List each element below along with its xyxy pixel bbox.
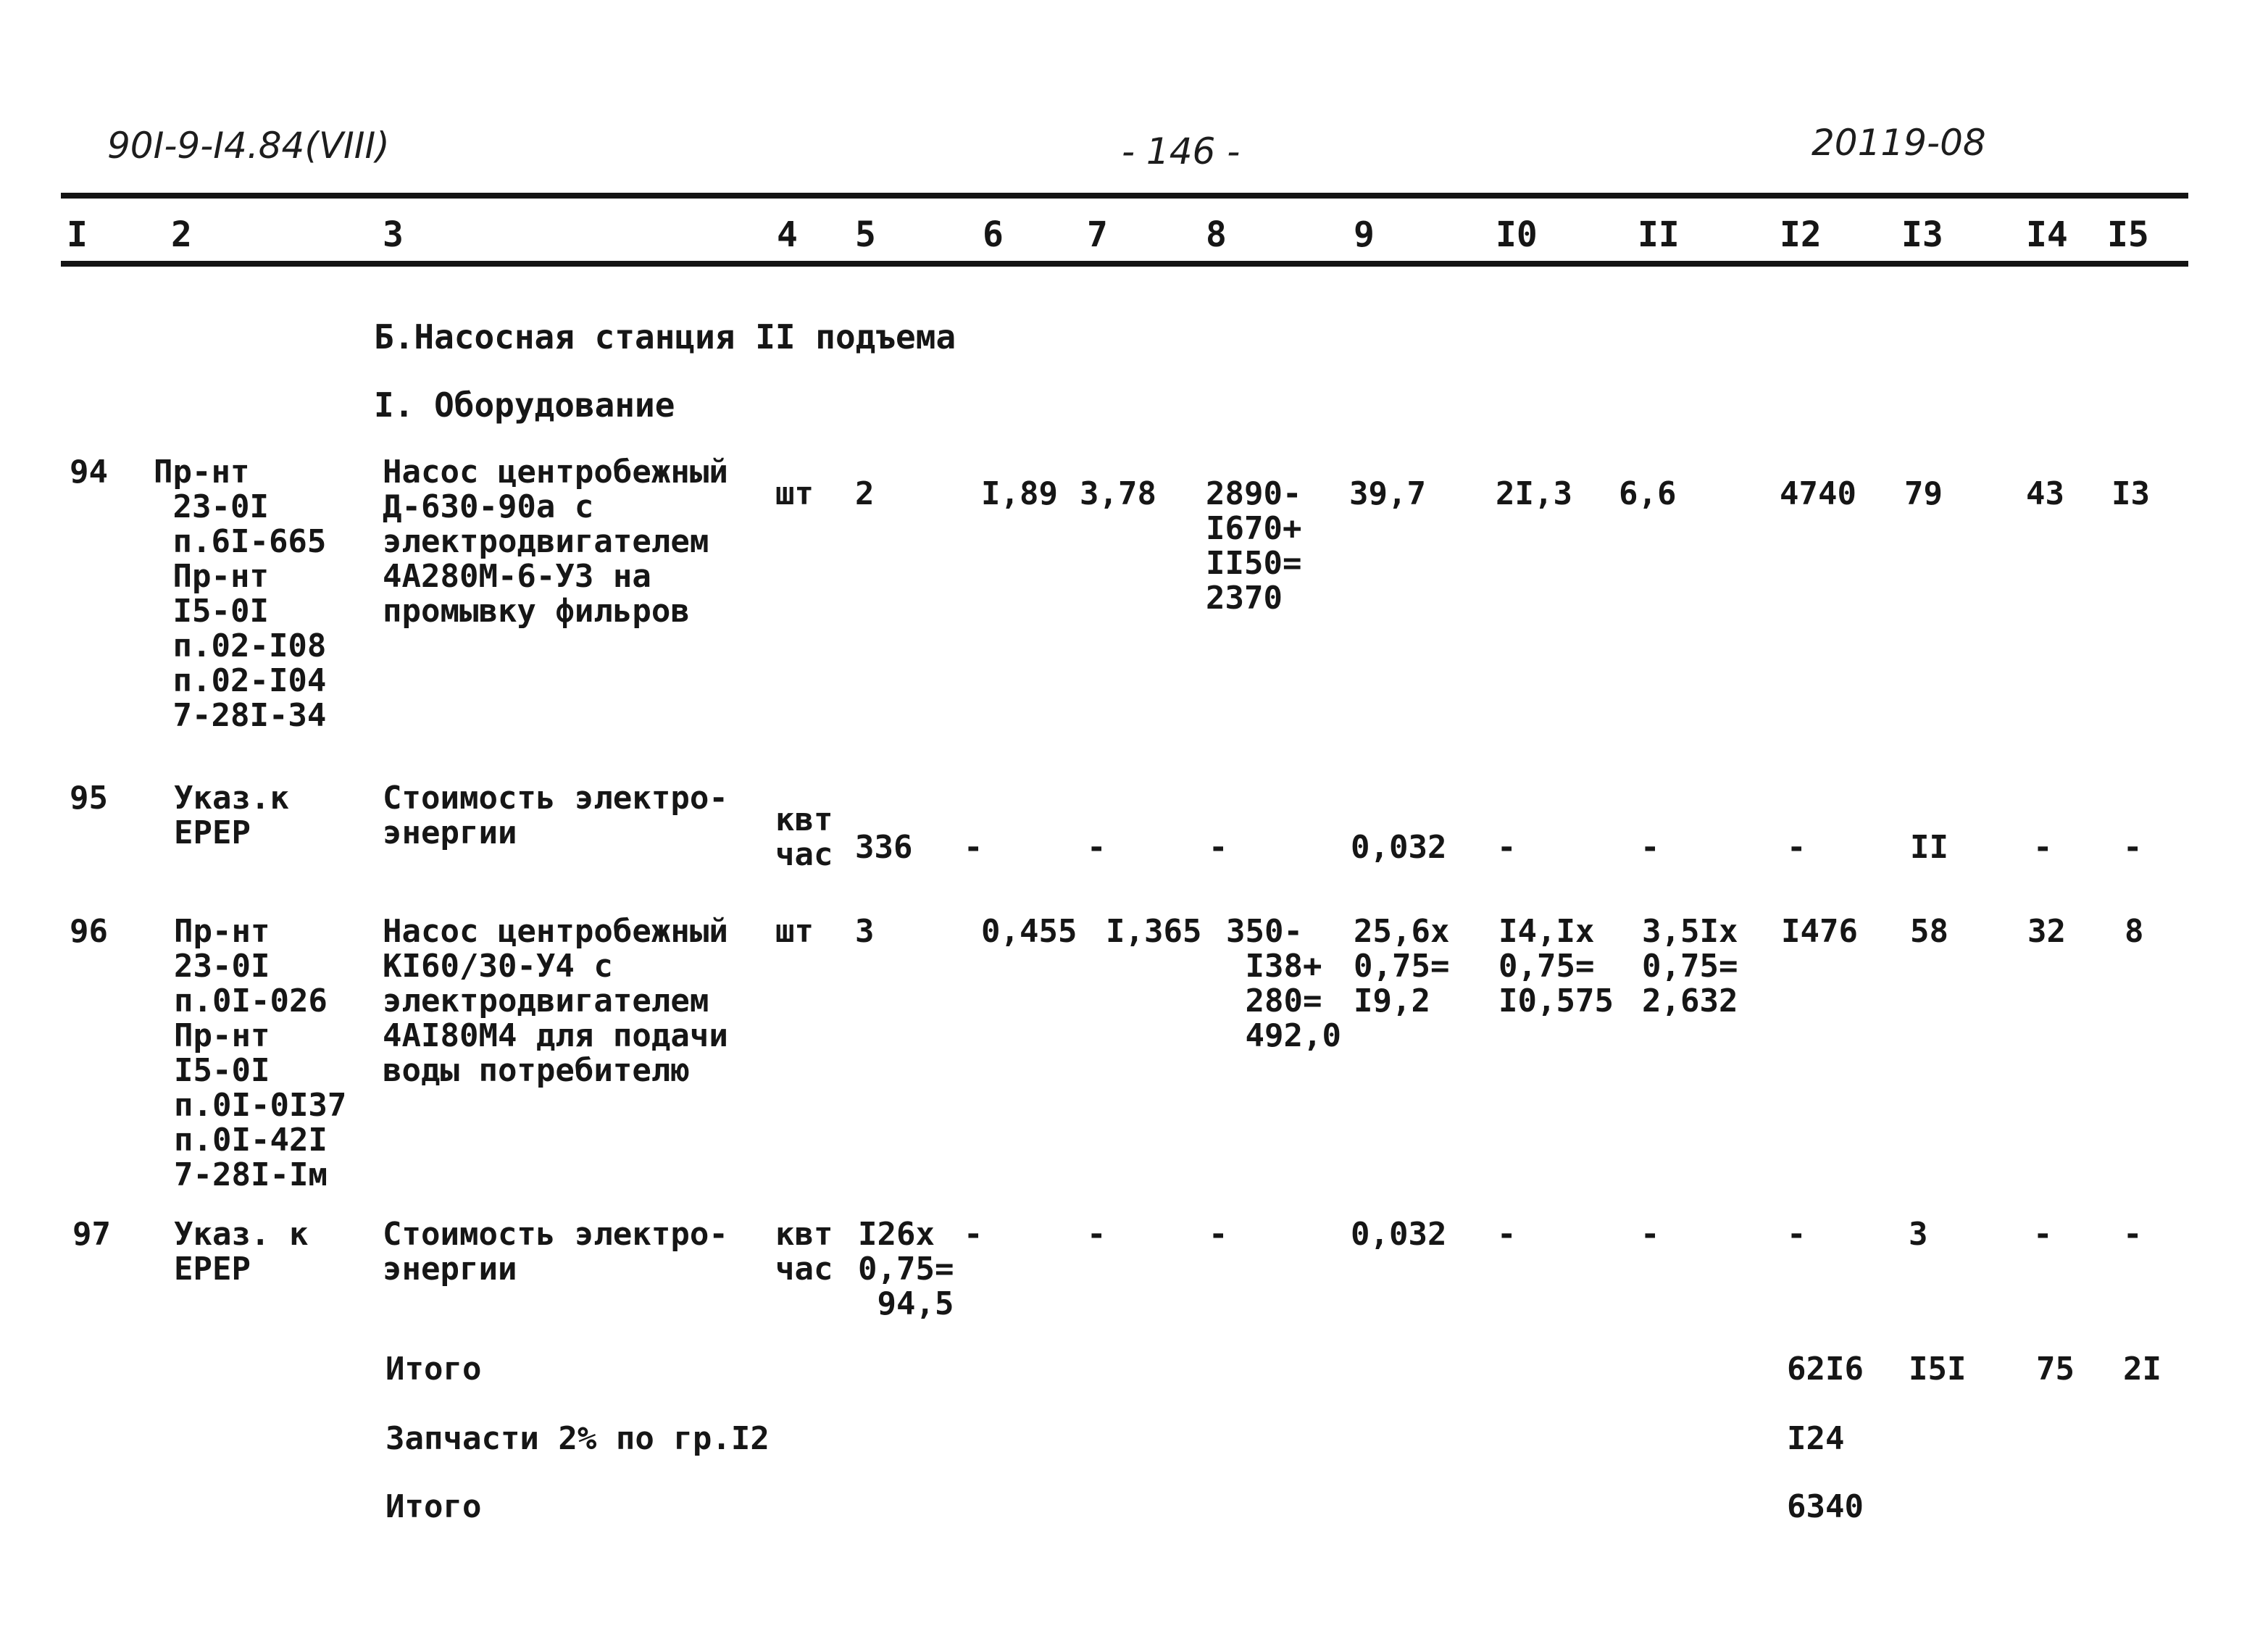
row-number: 96 <box>70 913 108 950</box>
col8-cell: - <box>1209 1216 1228 1253</box>
col-header-11: II <box>1638 214 1680 255</box>
unit-cell: шт <box>775 913 814 950</box>
col-header-13: I3 <box>1901 214 1943 255</box>
grand-total-label: Итого <box>385 1488 482 1525</box>
item-name: Стоимость электро- энергии <box>383 1216 728 1288</box>
page-number: - 146 - <box>1122 130 1241 172</box>
col14-cell: 32 <box>2027 913 2066 950</box>
spares-label: Запчасти 2% по гр.I2 <box>385 1420 770 1457</box>
col12-cell: 4740 <box>1780 475 1856 512</box>
col6-cell: 0,455 <box>981 913 1077 950</box>
top-rule <box>61 193 2188 199</box>
col11-cell: 3,5Ix 0,75= 2,632 <box>1642 913 1738 1019</box>
col-header-7: 7 <box>1087 214 1108 255</box>
section-title: Б.Насосная станция II подъема <box>374 317 956 356</box>
row-number: 94 <box>70 454 108 491</box>
col13-cell: 58 <box>1910 913 1948 950</box>
header-rule <box>61 261 2188 267</box>
col13-cell: 79 <box>1904 475 1943 512</box>
col15-cell: - <box>2123 829 2143 866</box>
col-header-14: I4 <box>2026 214 2068 255</box>
grand-total-col12: 6340 <box>1787 1488 1864 1525</box>
sheet-code: 20119-08 <box>1812 122 1986 164</box>
quantity-cell: 336 <box>855 829 913 866</box>
item-name: Насос центробежный Д-630-90а с электродвигателем 4А280М-6-У3 на промывку фильров <box>383 454 728 630</box>
spares-col12: I24 <box>1787 1420 1845 1457</box>
col-header-5: 5 <box>855 214 876 255</box>
basis-cell: Указ.к ЕРЕР <box>174 780 289 851</box>
col7-cell: - <box>1087 1216 1106 1253</box>
col9-cell: 25,6x 0,75= I9,2 <box>1354 913 1450 1019</box>
col10-cell: I4,Ix 0,75= I0,575 <box>1498 913 1614 1019</box>
col13-cell: II <box>1910 829 1948 866</box>
col10-cell: - <box>1497 1216 1517 1253</box>
col15-cell: 8 <box>2125 913 2144 950</box>
total-col15: 2I <box>2123 1351 2161 1388</box>
col-header-10: I0 <box>1496 214 1538 255</box>
total-label: Итого <box>385 1351 482 1388</box>
col11-cell: - <box>1640 1216 1660 1253</box>
col14-cell: - <box>2033 1216 2053 1253</box>
col11-cell: - <box>1640 829 1660 866</box>
item-name: Стоимость электро- энергии <box>383 780 728 851</box>
col8-cell: - <box>1209 829 1228 866</box>
col-header-4: 4 <box>777 214 798 255</box>
col-header-6: 6 <box>983 214 1004 255</box>
total-col12: 62I6 <box>1787 1351 1864 1388</box>
col7-cell: 3,78 <box>1080 475 1156 512</box>
col15-cell: - <box>2123 1216 2143 1253</box>
col6-cell: - <box>964 829 983 866</box>
row-number: 97 <box>72 1216 111 1253</box>
col11-cell: 6,6 <box>1619 475 1677 512</box>
col8-cell: 2890- I670+ II50= 2370 <box>1206 475 1302 617</box>
col13-cell: 3 <box>1909 1216 1928 1253</box>
total-col14: 75 <box>2036 1351 2075 1388</box>
item-name: Насос центробежный КI60/30-У4 с электродвигателем 4АI80М4 для подачи воды потребителю <box>383 913 728 1089</box>
col9-cell: 39,7 <box>1349 475 1426 512</box>
total-col13: I5I <box>1909 1351 1967 1388</box>
col15-cell: I3 <box>2111 475 2150 512</box>
col7-cell: I,365 <box>1106 913 1202 950</box>
col-header-12: I2 <box>1780 214 1822 255</box>
col-header-8: 8 <box>1206 214 1227 255</box>
subsection-title: I. Оборудование <box>374 385 675 425</box>
col14-cell: 43 <box>2026 475 2064 512</box>
col6-cell: I,89 <box>981 475 1058 512</box>
quantity-cell: I26x 0,75= 94,5 <box>858 1216 954 1322</box>
col10-cell: - <box>1497 829 1517 866</box>
col-header-9: 9 <box>1354 214 1375 255</box>
col12-cell: - <box>1787 1216 1806 1253</box>
col-header-2: 2 <box>171 214 192 255</box>
col12-cell: - <box>1787 829 1806 866</box>
col14-cell: - <box>2033 829 2053 866</box>
quantity-cell: 3 <box>855 913 875 950</box>
col8-cell: 350- I38+ 280= 492,0 <box>1226 913 1341 1054</box>
unit-cell: квт час <box>775 801 833 873</box>
basis-cell: Указ. к ЕРЕР <box>174 1216 309 1288</box>
col7-cell: - <box>1087 829 1106 866</box>
doc-code: 90I-9-I4.84(VIII) <box>107 125 390 167</box>
col10-cell: 2I,3 <box>1496 475 1572 512</box>
basis-cell: Пр-нт 23-0I п.6I-665 Пр-нт I5-0I п.02-I08 п.02-I04 7-28I-34 <box>154 454 327 734</box>
col-header-1: I <box>67 214 88 255</box>
basis-cell: Пр-нт 23-0I п.0I-026 Пр-нт I5-0I п.0I-0I37 п.0I-42I 7-28I-Iм <box>174 913 347 1193</box>
col9-cell: 0,032 <box>1351 829 1447 866</box>
col9-cell: 0,032 <box>1351 1216 1447 1253</box>
col-header-3: 3 <box>383 214 404 255</box>
unit-cell: квт час <box>775 1216 833 1288</box>
col-header-15: I5 <box>2107 214 2149 255</box>
row-number: 95 <box>70 780 108 817</box>
quantity-cell: 2 <box>855 475 875 512</box>
unit-cell: шт <box>775 475 814 512</box>
col12-cell: I476 <box>1781 913 1858 950</box>
col6-cell: - <box>964 1216 983 1253</box>
